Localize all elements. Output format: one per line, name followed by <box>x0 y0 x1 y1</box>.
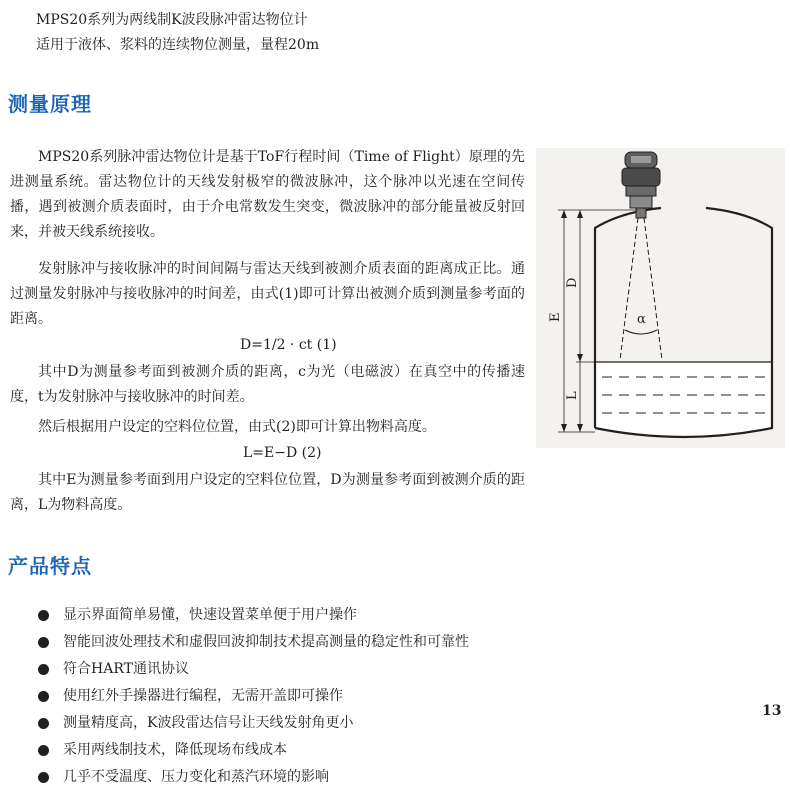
label-D: D <box>565 277 580 288</box>
label-L: L <box>565 391 580 400</box>
feature-item: 使用红外手操器进行编程，无需开盖即可操作 <box>38 683 469 710</box>
principle-paragraph-2: 发射脉冲与接收脉冲的时间间隔与雷达天线到被测介质表面的距离成正比。通过测量发射脉冲与接收脉冲的时间差，由式(1)即可计算出被测介质到测量参考面的距离。 <box>10 261 525 327</box>
section-title-principle: 测量原理 <box>8 92 92 116</box>
page-number: 13 <box>762 703 782 719</box>
section-title-features: 产品特点 <box>8 554 92 578</box>
bullet-icon <box>38 718 49 729</box>
feature-item: 显示界面简单易懂，快速设置菜单便于用户操作 <box>38 602 469 629</box>
feature-item: 采用两线制技术，降低现场布线成本 <box>38 737 469 764</box>
feature-item: 智能回波处理技术和虚假回波抑制技术提高测量的稳定性和可靠性 <box>38 629 469 656</box>
principle-paragraph-5: 其中E为测量参考面到用户设定的空料位位置，D为测量参考面到被测介质的距离，L为物料高度。 <box>10 472 525 513</box>
feature-item: 符合HART通讯协议 <box>38 656 469 683</box>
formula-2: L=E−D (2) <box>243 445 322 461</box>
feature-list <box>38 602 469 791</box>
radar-tank-diagram <box>536 148 785 448</box>
label-E: E <box>548 312 563 322</box>
intro-block <box>36 8 319 58</box>
intro-line-2: 适用于液体、浆料的连续物位测量，量程20m <box>36 37 320 53</box>
principle-paragraph-4: 然后根据用户设定的空料位位置，由式(2)即可计算出物料高度。 <box>38 419 436 435</box>
bullet-icon <box>38 610 49 621</box>
bullet-icon <box>38 745 49 756</box>
bullet-icon <box>38 691 49 702</box>
label-alpha: α <box>637 312 646 327</box>
principle-paragraph-3: 其中D为测量参考面到被测介质的距离，c为光（电磁波）在真空中的传播速度，t为发射脉冲与接收脉冲的时间差。 <box>10 364 525 405</box>
feature-item: 测量精度高，K波段雷达信号让天线发射角更小 <box>38 710 469 737</box>
principle-paragraph-1: MPS20系列脉冲雷达物位计是基于ToF行程时间（Time of Flight）原理的先进测量系统。雷达物位计的天线发射极窄的微波脉冲，这个脉冲以光速在空间传播，遇到被测介质表面时，由于介电常数发生突变，微波脉冲的部分能量被反射回来，并被天线系统接收。 <box>10 149 525 240</box>
bullet-icon <box>38 772 49 783</box>
bullet-icon <box>38 637 49 648</box>
intro-line-1: MPS20系列为两线制K波段脉冲雷达物位计 <box>36 12 308 28</box>
bullet-icon <box>38 664 49 675</box>
formula-1: D=1/2 · ct (1) <box>240 337 337 353</box>
feature-item: 几乎不受温度、压力变化和蒸汽环境的影响 <box>38 764 469 791</box>
